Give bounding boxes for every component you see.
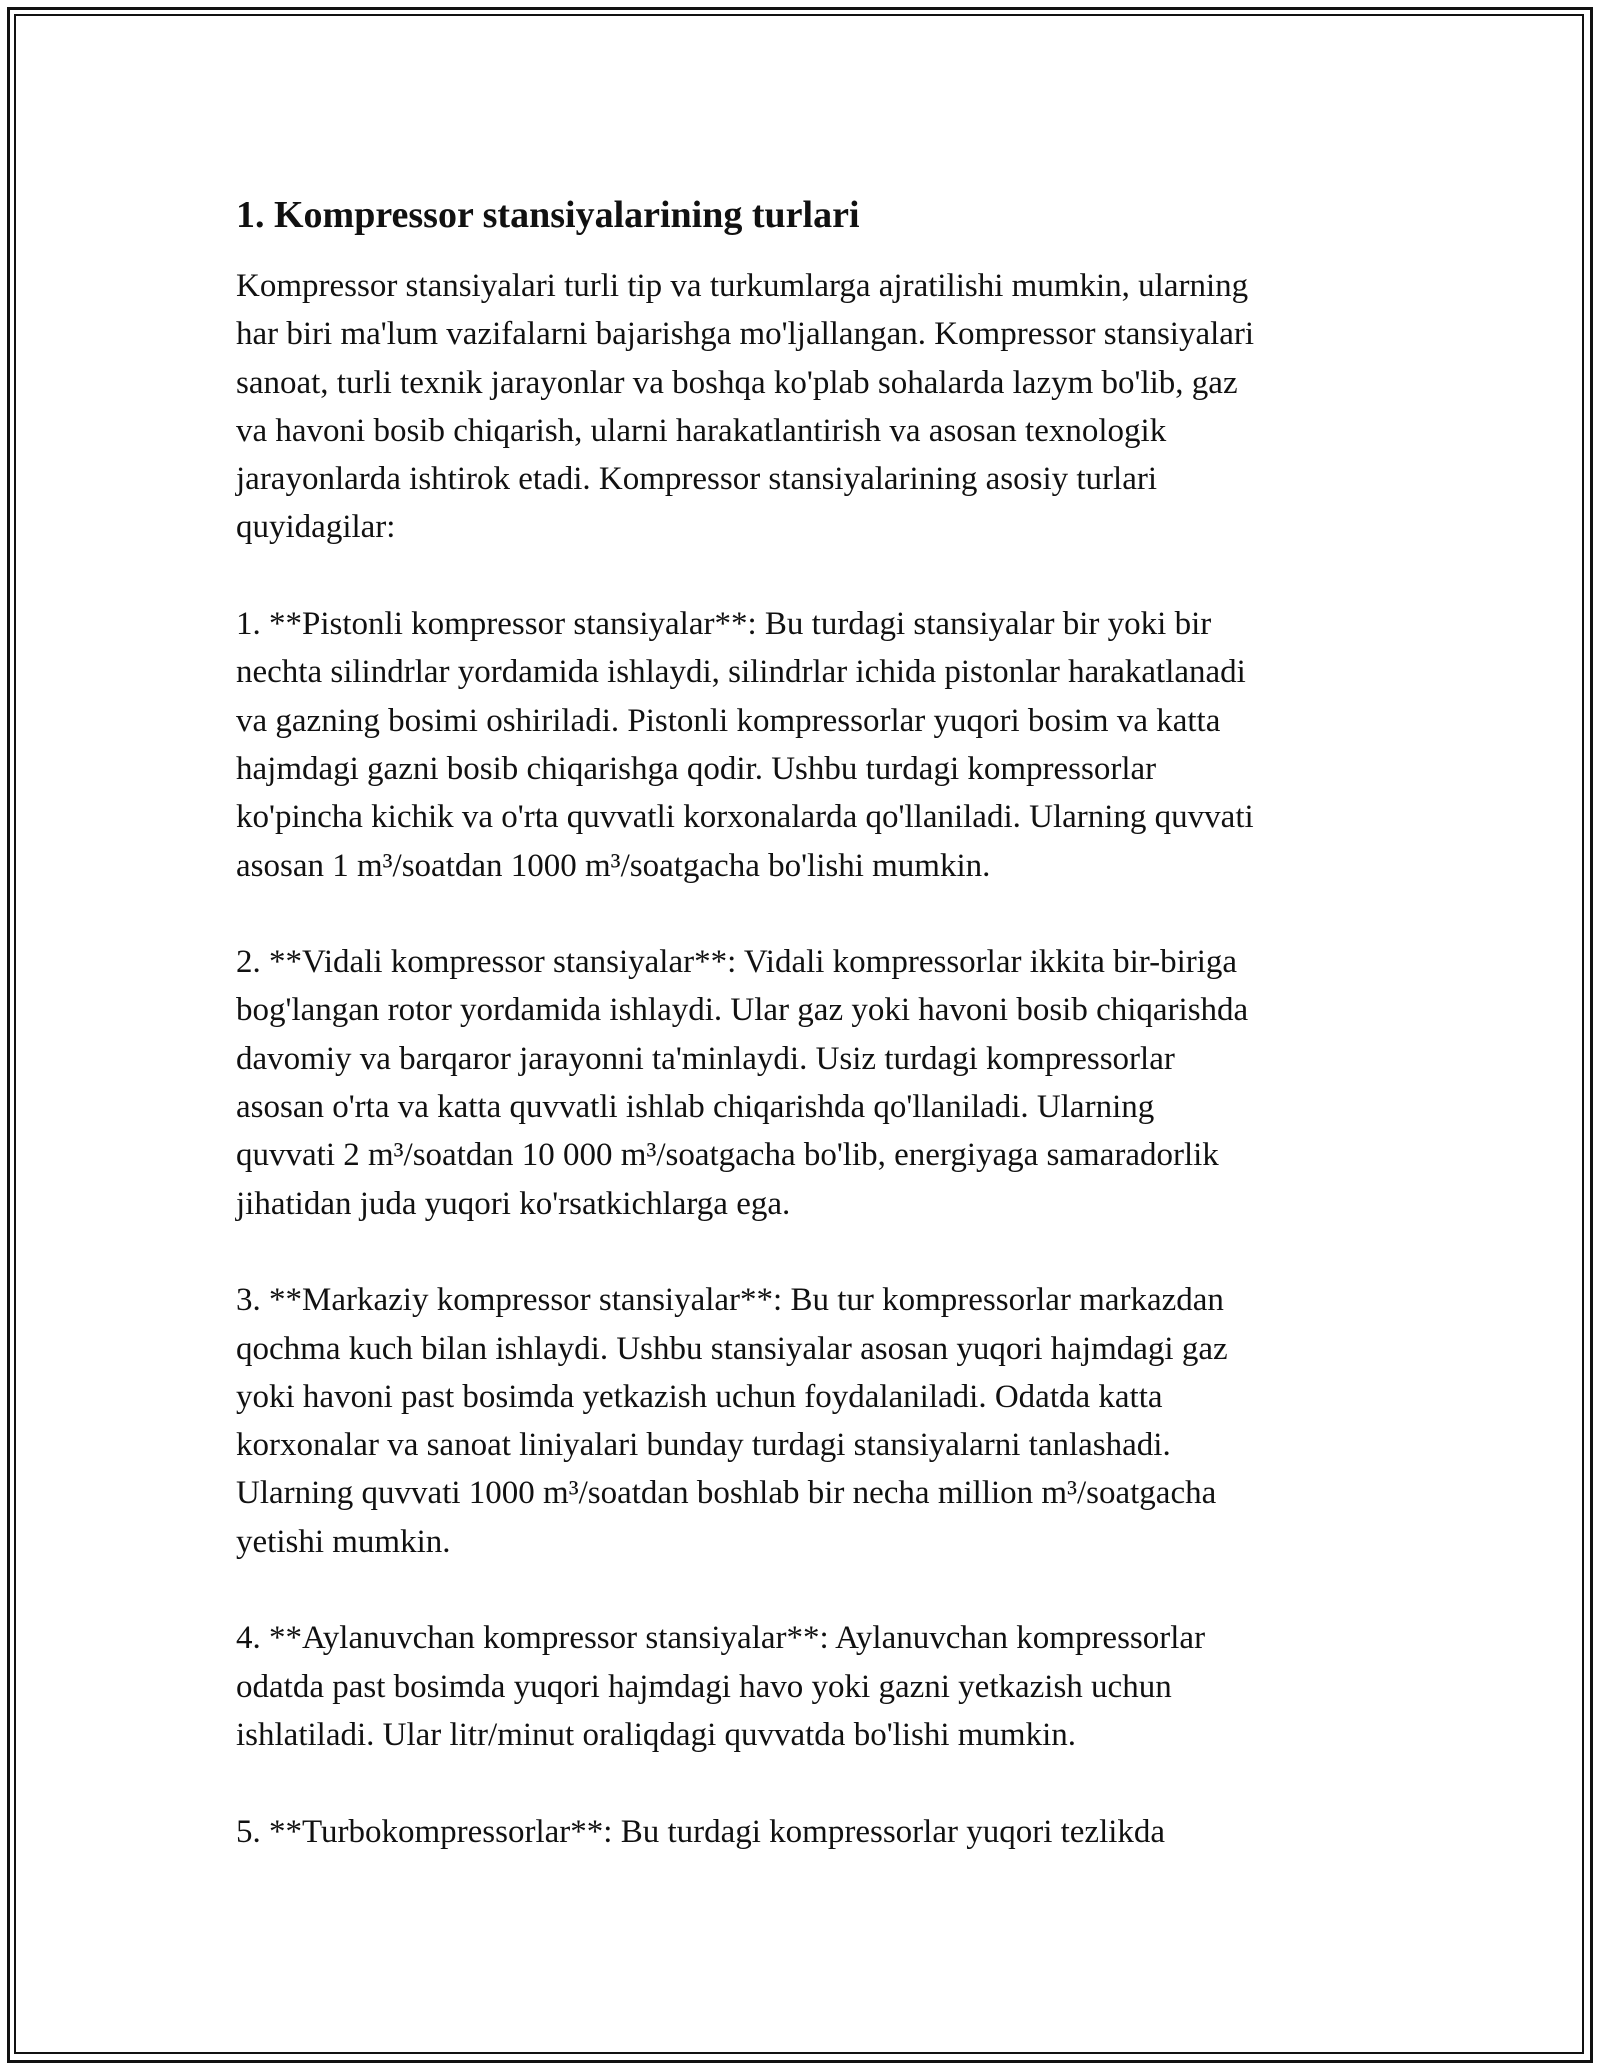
list-item-turbokompressorlar <box>236 1808 1386 1856</box>
list-item-line: qochma kuch bilan ishlaydi. Ushbu stansiyalar asosan yuqori hajmdagi gaz <box>236 1330 1228 1367</box>
list-item-line: jihatidan juda yuqori ko'rsatkichlarga ega. <box>236 1185 791 1222</box>
list-item-line: yetishi mumkin. <box>236 1523 451 1560</box>
intro-line: jarayonlarda ishtirok etadi. Kompressor stansiyalarining asosiy turlari <box>236 461 1158 498</box>
list-item-aylanuvchan <box>236 1614 1386 1759</box>
list-item-line: korxonalar va sanoat liniyalari bunday turdagi stansiyalarni tanlashadi. <box>236 1427 1171 1464</box>
paragraph-gap <box>236 1228 1386 1276</box>
paragraph-gap <box>236 552 1386 600</box>
list-item-line: bog'langan rotor yordamida ishlaydi. Ular gaz yoki havoni bosib chiqarishda <box>236 992 1249 1029</box>
intro-line: sanoat, turli texnik jarayonlar va boshqa ko'plab sohalarda lazym bo'lib, gaz <box>236 364 1238 401</box>
list-item-line: asosan 1 m³/soatdan 1000 m³/soatgacha bo'lishi mumkin. <box>236 847 991 884</box>
intro-line: va havoni bosib chiqarish, ularni harakatlantirish va asosan texnologik <box>236 412 1167 449</box>
list-item-line: 3. **Markaziy kompressor stansiyalar**: Bu tur kompressorlar markazdan <box>236 1282 1224 1319</box>
section-heading: 1. Kompressor stansiyalarining turlari <box>236 194 860 236</box>
list-item-line: Ularning quvvati 1000 m³/soatdan boshlab bir necha million m³/soatgacha <box>236 1475 1217 1512</box>
paragraph-gap <box>236 890 1386 938</box>
list-item-line: odatda past bosimda yuqori hajmdagi havo yoki gazni yetkazish uchun <box>236 1668 1172 1705</box>
list-item-line: hajmdagi gazni bosib chiqarishga qodir. Ushbu turdagi kompressorlar <box>236 750 1157 787</box>
list-item-line: ishlatiladi. Ular litr/minut oraliqdagi quvvatda bo'lishi mumkin. <box>236 1716 1077 1753</box>
paragraph-gap <box>236 1759 1386 1807</box>
list-item-line: asosan o'rta va katta quvvatli ishlab chiqarishda qo'llaniladi. Ularning <box>236 1089 1155 1126</box>
intro-line: quyidagilar: <box>236 509 396 546</box>
intro-line: har biri ma'lum vazifalarni bajarishga mo'ljallangan. Kompressor stansiyalari <box>236 316 1255 353</box>
list-item-line: 4. **Aylanuvchan kompressor stansiyalar**: Aylanuvchan kompressorlar <box>236 1620 1206 1657</box>
list-item-line: ko'pincha kichik va o'rta quvvatli korxonalarda qo'llaniladi. Ularning quvvati <box>236 799 1254 836</box>
list-item-line: 1. **Pistonli kompressor stansiyalar**: Bu turdagi stansiyalar bir yoki bir <box>236 606 1212 643</box>
list-item-vidali <box>236 938 1386 1228</box>
document-body <box>236 186 1386 1856</box>
list-item-line: va gazning bosimi oshiriladi. Pistonli kompressorlar yuqori bosim va katta <box>236 702 1221 739</box>
list-item-markaziy <box>236 1276 1386 1566</box>
list-item-pistonli <box>236 600 1386 890</box>
list-item-line: 2. **Vidali kompressor stansiyalar**: Vidali kompressorlar ikkita bir-biriga <box>236 944 1238 981</box>
paragraph-gap <box>236 1566 1386 1614</box>
list-item-line: yoki havoni past bosimda yetkazish uchun foydalaniladi. Odatda katta <box>236 1378 1163 1415</box>
list-item-line: 5. **Turbokompressorlar**: Bu turdagi kompressorlar yuqori tezlikda <box>236 1813 1166 1850</box>
list-item-line: nechta silindrlar yordamida ishlaydi, silindrlar ichida pistonlar harakatlanadi <box>236 654 1246 691</box>
intro-paragraph <box>236 262 1386 552</box>
list-item-line: davomiy va barqaror jarayonni ta'minlaydi. Usiz turdagi kompressorlar <box>236 1040 1175 1077</box>
intro-line: Kompressor stansiyalari turli tip va turkumlarga ajratilishi mumkin, ularning <box>236 268 1249 304</box>
list-item-line: quvvati 2 m³/soatdan 10 000 m³/soatgacha bo'lib, energiyaga samaradorlik <box>236 1137 1219 1174</box>
